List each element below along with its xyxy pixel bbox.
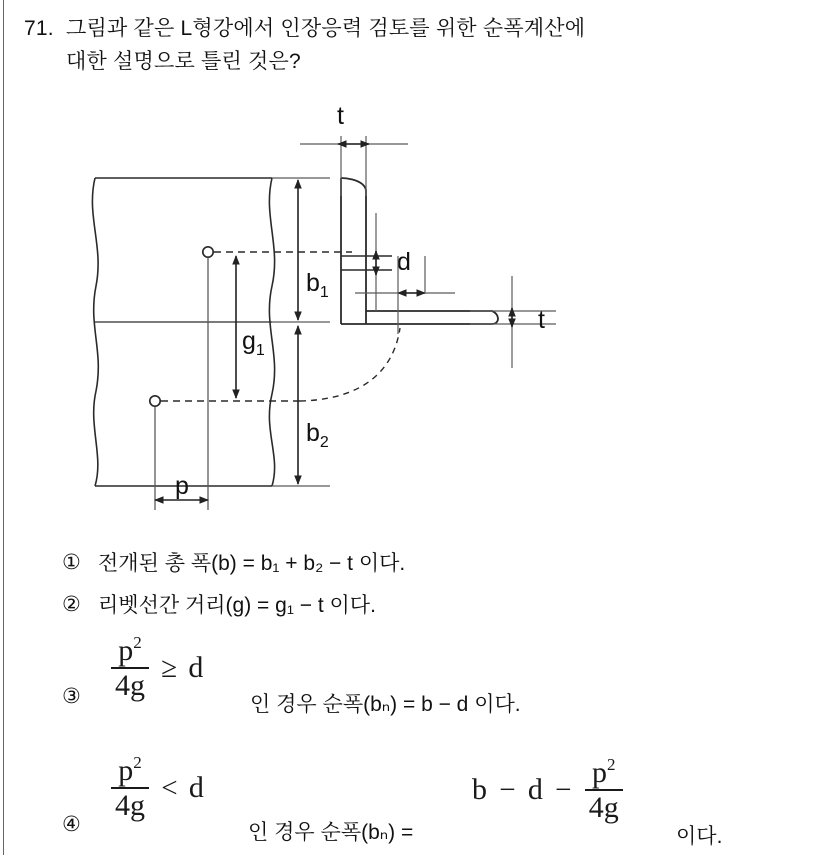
option-2-text: 리벳선간 거리(g) = g₁ − t 이다. bbox=[98, 594, 376, 617]
option-1[interactable] bbox=[0, 548, 826, 582]
option-4-tail-text-2: 이다. bbox=[676, 825, 723, 848]
option-4-result-numerator: $p^2$ bbox=[591, 755, 616, 790]
option-3-numerator: $p^2$ bbox=[118, 633, 142, 668]
question-text-line-2: 대한 설명으로 틀린 것은? bbox=[66, 50, 301, 73]
dimension-b2 bbox=[298, 326, 329, 484]
dimension-b1 bbox=[298, 180, 329, 320]
dimension-label-t-right: t bbox=[538, 306, 545, 334]
option-2-marker: ② bbox=[62, 593, 81, 616]
option-1-text: 전개된 총 폭(b) = b₁ + b₂ − t 이다. bbox=[98, 552, 406, 575]
option-3-tail-text: 인 경우 순폭(bₙ) = b − d 이다. bbox=[250, 693, 521, 716]
dimension-label-g1: $g_1$ bbox=[242, 327, 265, 359]
option-3-exponent: 2 bbox=[133, 633, 142, 652]
option-3-marker: ③ bbox=[62, 685, 81, 708]
dimension-label-t-top: t bbox=[337, 102, 344, 130]
option-4-fraction bbox=[110, 754, 150, 822]
dimension-d-vertical bbox=[376, 213, 411, 311]
option-4-relation: < bbox=[161, 771, 178, 804]
question-number: 71. bbox=[24, 17, 54, 40]
option-4-result-lhs2: d bbox=[527, 772, 543, 806]
option-4-result-denominator: 4g bbox=[588, 791, 619, 825]
option-4-result-formula bbox=[472, 756, 624, 824]
question-stem bbox=[24, 12, 804, 78]
option-4-formula bbox=[110, 754, 204, 822]
option-4-marker: ④ bbox=[62, 813, 81, 836]
rivet-hole-upper bbox=[203, 247, 213, 257]
option-4-result-op2: − bbox=[555, 773, 572, 806]
option-3-fraction bbox=[110, 634, 150, 702]
option-4-rhs: d bbox=[188, 770, 204, 804]
question-text-line-1: 그림과 같은 L형강에서 인장응력 검토를 위한 순폭계산에 bbox=[66, 17, 586, 40]
dimension-t-right bbox=[470, 276, 556, 368]
option-4-denominator: 4g bbox=[115, 789, 145, 823]
dimension-label-b1: $b_1$ bbox=[306, 269, 329, 301]
angle-section-outline bbox=[341, 178, 498, 324]
option-3-rhs: d bbox=[188, 650, 204, 684]
dimension-g1 bbox=[236, 256, 265, 398]
option-4-numerator: $p^2$ bbox=[118, 753, 142, 788]
option-3-formula bbox=[110, 634, 203, 702]
dimension-label-p: p bbox=[175, 472, 189, 500]
option-4-exponent: 2 bbox=[133, 753, 142, 772]
figure-l-angle-net-width-diagram bbox=[0, 96, 826, 526]
option-4-result-fraction bbox=[584, 756, 624, 824]
option-4-result-exponent: 2 bbox=[606, 755, 616, 774]
option-3-relation: ≥ bbox=[161, 651, 178, 684]
option-3[interactable] bbox=[0, 634, 826, 726]
option-1-marker: ① bbox=[62, 551, 81, 574]
dimension-label-b2: $b_2$ bbox=[306, 419, 329, 451]
option-2[interactable] bbox=[0, 590, 826, 624]
figure-svg bbox=[0, 96, 826, 526]
question-line-1 bbox=[24, 12, 804, 45]
option-4-tail-text: 인 경우 순폭(bₙ) = bbox=[248, 821, 414, 844]
dimension-label-d: d bbox=[397, 248, 411, 276]
option-4[interactable] bbox=[0, 746, 826, 856]
rivet-line-curve bbox=[300, 328, 400, 401]
option-3-denominator: 4g bbox=[115, 669, 145, 703]
option-4-result-op1: − bbox=[499, 773, 516, 806]
rivet-hole-lower bbox=[150, 396, 160, 406]
dimension-t-top bbox=[300, 102, 408, 196]
option-4-result-lhs1: b bbox=[472, 772, 487, 806]
